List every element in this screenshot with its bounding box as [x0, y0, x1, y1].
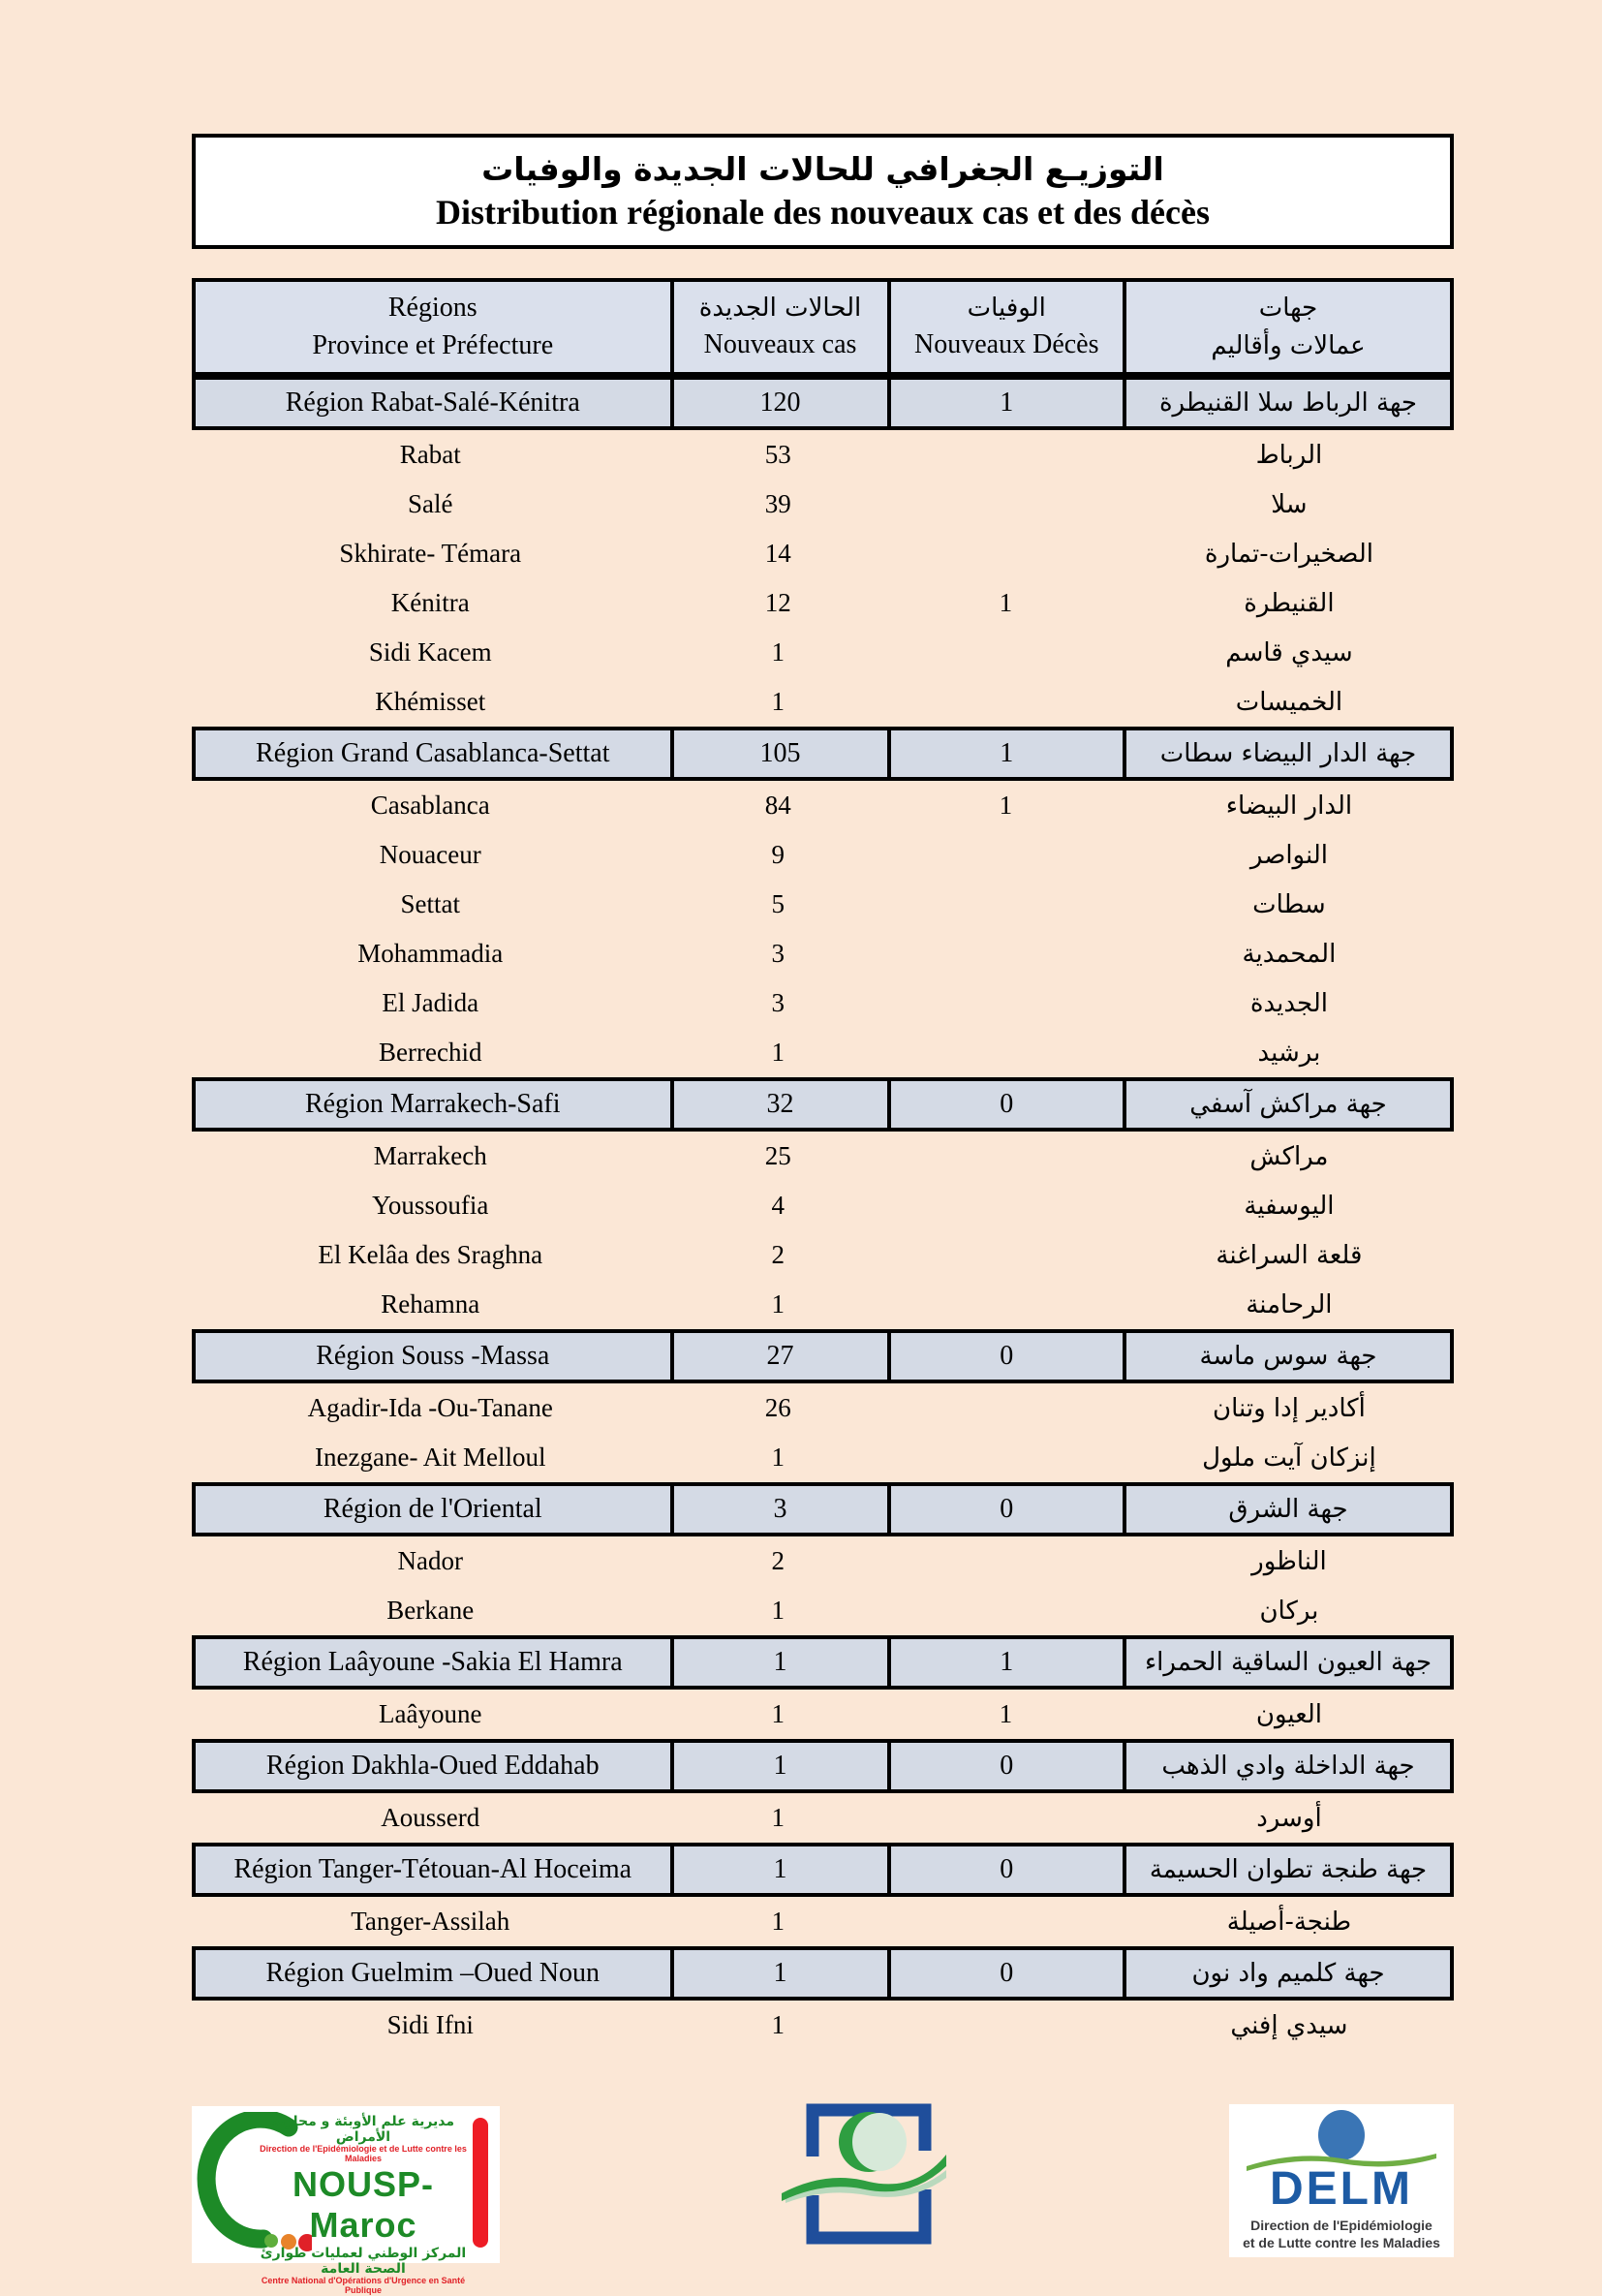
province-row: [192, 1383, 1454, 1433]
province-cases-cell: 26: [764, 1393, 791, 1422]
province-name-cell: Tanger-Assilah: [351, 1907, 510, 1936]
header-jihat-label: جهات: [1258, 294, 1318, 324]
province-cases-cell: 3: [771, 939, 785, 968]
province-name-cell: El Kelâa des Sraghna: [318, 1240, 543, 1269]
region-cases-cell: 1: [670, 1846, 887, 1893]
province-row: [192, 781, 1454, 830]
region-row: [192, 727, 1454, 781]
province-deaths-cell: [887, 1793, 1124, 1843]
province-deaths-cell: [887, 1132, 1124, 1181]
region-arabic-cell: جهة الرباط سلا القنيطرة: [1123, 380, 1450, 426]
region-row: [192, 1482, 1454, 1536]
province-cases-cell: 53: [764, 440, 791, 469]
region-deaths-cell: 0: [887, 1743, 1123, 1789]
province-row: [192, 1230, 1454, 1280]
nousp-french-top: Direction de l'Epidémiologie et de Lutte contre les Maladies: [260, 2144, 467, 2163]
region-cases-cell: 120: [670, 380, 887, 426]
nousp-maroc-logo: [192, 2106, 500, 2295]
title-arabic: التوزيـع الجغرافي للحالات الجديدة والوفيات: [481, 149, 1164, 188]
nousp-arabic-bottom: المركز الوطني لعمليات طوارئ الصحة العامة: [260, 2245, 467, 2277]
region-row: [192, 376, 1454, 430]
province-arabic-cell: الدار البيضاء: [1225, 791, 1353, 821]
header-deaths-arabic: الوفيات: [967, 293, 1046, 323]
province-row: [192, 1181, 1454, 1230]
province-cases-cell: 25: [764, 1141, 791, 1170]
region-arabic-cell: جهة طنجة تطوان الحسيمة: [1123, 1846, 1450, 1893]
header-new-cases-label: Nouveaux cas: [703, 329, 857, 360]
province-name-cell: Mohammadia: [357, 939, 504, 968]
province-arabic-cell: سلا: [1271, 489, 1308, 519]
province-arabic-cell: الرباط: [1255, 440, 1323, 470]
region-row: [192, 1635, 1454, 1690]
header-amalat-label: عمالات وأقاليم: [1211, 330, 1366, 360]
distribution-table: [192, 278, 1454, 2050]
region-name-cell: Région Rabat-Salé-Kénitra: [285, 388, 580, 418]
province-arabic-cell: الرحامنة: [1246, 1289, 1333, 1319]
region-cases-cell: 105: [670, 730, 887, 777]
province-cases-cell: 3: [771, 988, 785, 1017]
province-arabic-cell: طنجة-أصيلة: [1226, 1907, 1352, 1937]
region-deaths-cell: 0: [887, 1333, 1123, 1380]
province-deaths-cell: [887, 1536, 1124, 1586]
province-cases-cell: 39: [764, 489, 791, 518]
province-name-cell: Skhirate- Témara: [339, 539, 522, 568]
province-cases-cell: 84: [764, 791, 791, 820]
region-cases-cell: 27: [670, 1333, 887, 1380]
province-arabic-cell: قلعة السراغنة: [1216, 1240, 1363, 1270]
province-deaths-cell: [887, 1897, 1124, 1946]
province-name-cell: Sidi Kacem: [368, 637, 492, 667]
regions-table-body: [192, 376, 1454, 2050]
province-arabic-cell: النواصر: [1249, 840, 1328, 870]
region-name-cell: Région Grand Casablanca-Settat: [256, 738, 610, 768]
province-row: [192, 929, 1454, 978]
province-name-cell: Kénitra: [390, 588, 470, 617]
nousp-red-bar: [473, 2118, 488, 2248]
province-deaths-cell: [887, 529, 1124, 578]
province-cases-cell: 4: [771, 1191, 785, 1220]
province-row: [192, 1028, 1454, 1077]
region-row: [192, 1329, 1454, 1383]
header-deaths-label: Nouveaux Décès: [914, 329, 1099, 360]
region-arabic-cell: جهة الداخلة وادي الذهب: [1123, 1743, 1450, 1789]
footer-logos: [192, 2096, 1454, 2295]
province-cases-cell: 9: [771, 840, 785, 869]
province-arabic-cell: الخميسات: [1235, 687, 1343, 717]
ministry-health-logo: [780, 2094, 950, 2251]
province-row: [192, 480, 1454, 529]
province-arabic-cell: المحمدية: [1242, 939, 1337, 969]
province-cases-cell: 2: [771, 1546, 785, 1575]
nousp-name: NOUSP-Maroc: [292, 2163, 434, 2245]
province-row: [192, 978, 1454, 1028]
province-deaths-cell: [887, 430, 1124, 480]
province-name-cell: Marrakech: [373, 1141, 487, 1170]
province-row: [192, 1280, 1454, 1329]
province-deaths-cell: [887, 1383, 1124, 1433]
province-cases-cell: 1: [771, 637, 785, 667]
province-arabic-cell: العيون: [1255, 1699, 1322, 1729]
region-name-cell: Région Marrakech-Safi: [304, 1089, 561, 1119]
region-cases-cell: 1: [670, 1950, 887, 1997]
province-deaths-cell: [887, 628, 1124, 677]
delm-logo: [1229, 2104, 1454, 2257]
province-deaths-cell: 1: [999, 791, 1013, 820]
region-cases-cell: 1: [670, 1639, 887, 1686]
region-arabic-cell: جهة مراكش آسفي: [1123, 1081, 1450, 1128]
province-name-cell: Sidi Ifni: [386, 2010, 474, 2039]
province-arabic-cell: سطات: [1252, 889, 1326, 919]
province-deaths-cell: 1: [999, 1699, 1013, 1728]
province-row: [192, 628, 1454, 677]
region-arabic-cell: جهة العيون الساقية الحمراء: [1123, 1639, 1450, 1686]
province-arabic-cell: بركان: [1259, 1596, 1319, 1626]
region-name-cell: Région Tanger-Tétouan-Al Hoceima: [233, 1854, 632, 1884]
region-deaths-cell: 0: [887, 1486, 1123, 1533]
province-deaths-cell: [887, 929, 1124, 978]
header-regions-label: Régions: [387, 293, 478, 324]
province-arabic-cell: إنزكان آيت ملول: [1202, 1443, 1376, 1473]
province-cases-cell: 1: [771, 687, 785, 716]
province-deaths-cell: [887, 1181, 1124, 1230]
province-name-cell: Settat: [400, 889, 461, 918]
nousp-arabic-top: مديرية علم الأوبئة و محاربة الأمراض: [271, 2114, 455, 2145]
province-row: [192, 1536, 1454, 1586]
province-deaths-cell: [887, 1433, 1124, 1482]
province-cases-cell: 1: [771, 1699, 785, 1728]
province-name-cell: Khémisset: [375, 687, 486, 716]
province-cases-cell: 1: [771, 1596, 785, 1625]
province-arabic-cell: الصخيرات-تمارة: [1204, 539, 1373, 569]
title-box: [192, 134, 1454, 249]
header-col-new-deaths: [887, 282, 1123, 372]
nousp-text-block: [260, 2114, 467, 2295]
province-name-cell: Youssoufia: [372, 1191, 489, 1220]
region-deaths-cell: 1: [887, 730, 1123, 777]
province-row: [192, 430, 1454, 480]
province-cases-cell: 12: [764, 588, 791, 617]
province-deaths-cell: [887, 480, 1124, 529]
province-deaths-cell: [887, 2001, 1124, 2050]
province-row: [192, 2001, 1454, 2050]
province-cases-cell: 1: [771, 1443, 785, 1472]
province-row: [192, 1690, 1454, 1739]
region-row: [192, 1946, 1454, 2001]
province-deaths-cell: [887, 1230, 1124, 1280]
province-arabic-cell: القنيطرة: [1244, 588, 1335, 618]
province-cases-cell: 1: [771, 1289, 785, 1319]
province-row: [192, 1586, 1454, 1635]
province-name-cell: Aousserd: [381, 1803, 480, 1832]
province-deaths-cell: [887, 1028, 1124, 1077]
region-arabic-cell: جهة الشرق: [1123, 1486, 1450, 1533]
report-content: [192, 134, 1454, 2295]
province-deaths-cell: [887, 677, 1124, 727]
province-arabic-cell: سيدي قاسم: [1225, 637, 1353, 667]
province-name-cell: Inezgane- Ait Melloul: [315, 1443, 546, 1472]
province-row: [192, 1433, 1454, 1482]
header-col-arabic-regions: [1123, 282, 1450, 372]
delm-subtitle-line2: et de Lutte contre les Maladies: [1243, 2235, 1440, 2251]
province-deaths-cell: [887, 880, 1124, 929]
region-name-cell: Région Guelmim –Oued Noun: [265, 1958, 601, 1988]
region-arabic-cell: جهة سوس ماسة: [1123, 1333, 1450, 1380]
region-name-cell: Région Dakhla-Oued Eddahab: [265, 1751, 600, 1781]
province-name-cell: Agadir-Ida -Ou-Tanane: [307, 1393, 553, 1422]
province-row: [192, 1793, 1454, 1843]
header-col-new-cases: [670, 282, 887, 372]
delm-subtitle-line1: Direction de l'Epidémiologie: [1250, 2218, 1433, 2233]
province-arabic-cell: اليوسفية: [1244, 1191, 1335, 1221]
region-row: [192, 1077, 1454, 1132]
province-cases-cell: 1: [771, 1038, 785, 1067]
province-name-cell: Berrechid: [379, 1038, 482, 1067]
region-name-cell: Région de l'Oriental: [323, 1494, 542, 1524]
title-french: Distribution régionale des nouveaux cas et des décès: [436, 193, 1210, 233]
region-deaths-cell: 0: [887, 1081, 1123, 1128]
province-arabic-cell: سيدي إفني: [1230, 2010, 1348, 2040]
delm-acronym: DELM: [1270, 2163, 1413, 2215]
region-cases-cell: 1: [670, 1743, 887, 1789]
province-row: [192, 1897, 1454, 1946]
province-arabic-cell: الناظور: [1251, 1546, 1327, 1576]
province-deaths-cell: [887, 1280, 1124, 1329]
region-row: [192, 1843, 1454, 1897]
province-arabic-cell: الجديدة: [1249, 988, 1328, 1018]
province-deaths-cell: 1: [999, 588, 1013, 617]
header-col-regions: [196, 282, 670, 372]
province-row: [192, 1132, 1454, 1181]
province-name-cell: Rehamna: [381, 1289, 480, 1319]
province-arabic-cell: أكادير إدا وتنان: [1212, 1393, 1366, 1423]
province-arabic-cell: أوسرد: [1256, 1803, 1322, 1833]
region-arabic-cell: جهة الدار البيضاء سطات: [1123, 730, 1450, 777]
region-deaths-cell: 0: [887, 1846, 1123, 1893]
province-name-cell: Nouaceur: [379, 840, 481, 869]
province-name-cell: Rabat: [399, 440, 461, 469]
province-cases-cell: 14: [764, 539, 791, 568]
province-name-cell: Nador: [397, 1546, 463, 1575]
province-row: [192, 677, 1454, 727]
region-cases-cell: 32: [670, 1081, 887, 1128]
region-name-cell: Région Souss -Massa: [316, 1341, 550, 1371]
province-cases-cell: 1: [771, 1803, 785, 1832]
province-arabic-cell: برشيد: [1257, 1038, 1321, 1068]
province-row: [192, 578, 1454, 628]
region-cases-cell: 3: [670, 1486, 887, 1533]
region-deaths-cell: 1: [887, 380, 1123, 426]
province-deaths-cell: [887, 830, 1124, 880]
province-cases-cell: 5: [771, 889, 785, 918]
province-name-cell: Salé: [408, 489, 453, 518]
province-row: [192, 880, 1454, 929]
province-name-cell: El Jadida: [382, 988, 479, 1017]
nousp-french-bottom: Centre National d'Opérations d'Urgence en Santé Publique: [261, 2275, 466, 2295]
province-cases-cell: 1: [771, 1907, 785, 1936]
province-deaths-cell: [887, 1586, 1124, 1635]
region-name-cell: Région Laâyoune -Sakia El Hamra: [242, 1647, 623, 1677]
region-deaths-cell: 1: [887, 1639, 1123, 1686]
province-arabic-cell: مراكش: [1249, 1141, 1329, 1171]
header-new-cases-arabic: الحالات الجديدة: [698, 293, 862, 323]
province-name-cell: Berkane: [386, 1596, 475, 1625]
region-arabic-cell: جهة كلميم واد نون: [1123, 1950, 1450, 1997]
province-cases-cell: 1: [771, 2010, 785, 2039]
table-header: [192, 278, 1454, 376]
header-province-label: Province et Préfecture: [312, 329, 554, 360]
province-row: [192, 830, 1454, 880]
province-cases-cell: 2: [771, 1240, 785, 1269]
province-row: [192, 529, 1454, 578]
province-deaths-cell: [887, 978, 1124, 1028]
region-deaths-cell: 0: [887, 1950, 1123, 1997]
region-row: [192, 1739, 1454, 1793]
province-name-cell: Casablanca: [370, 791, 490, 820]
province-name-cell: Laâyoune: [379, 1699, 482, 1728]
delm-subtitle: [1243, 2217, 1440, 2251]
